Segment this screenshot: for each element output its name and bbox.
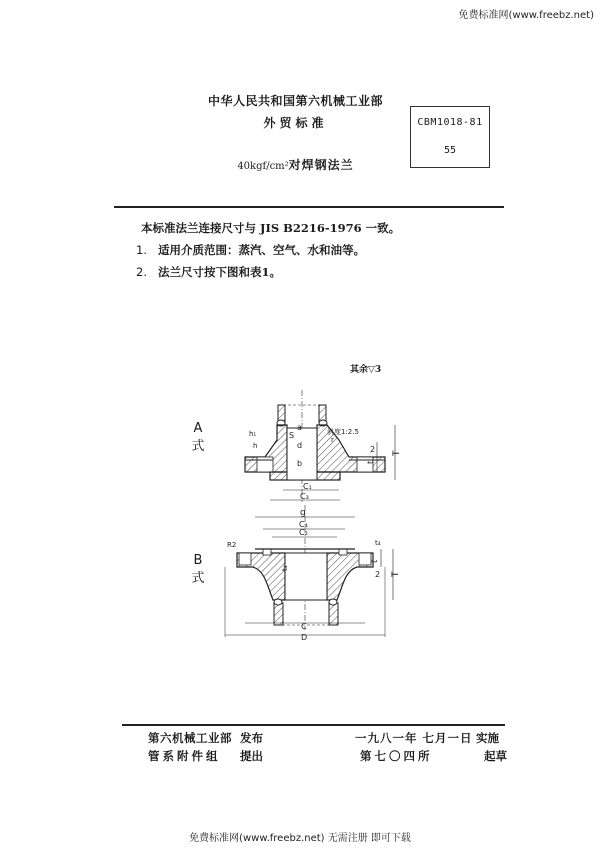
item-1 xyxy=(136,242,365,258)
intro-text: 本标准法兰连接尺寸与 JIS B2216-1976 一致。 xyxy=(141,221,401,235)
standard-type: 外贸标准 xyxy=(263,116,328,130)
svg-text:2: 2 xyxy=(370,445,376,454)
svg-text:2: 2 xyxy=(375,570,381,579)
svg-text:C₁: C₁ xyxy=(303,482,312,491)
svg-text:C₄: C₄ xyxy=(299,520,308,529)
svg-text:t₄: t₄ xyxy=(375,539,381,547)
item-2-text: 法兰尺寸按下图和表1。 xyxy=(158,265,282,279)
issuer: 第六机械工业部 xyxy=(148,731,232,745)
svg-text:h: h xyxy=(253,442,258,450)
svg-text:t: t xyxy=(366,460,375,464)
type-a-char: 式 xyxy=(191,439,205,454)
proposer: 管系附件组 xyxy=(148,749,221,763)
ministry-heading: 中华人民共和国第六机械工业部 xyxy=(207,94,383,108)
standard-code: CBM1018-81 xyxy=(417,117,483,128)
svg-text:h₁: h₁ xyxy=(249,430,257,438)
draft-label: 起草 xyxy=(484,749,507,763)
effective-label: 实施 xyxy=(476,731,499,745)
svg-text:斜度1:2.5: 斜度1:2.5 xyxy=(327,428,359,436)
svg-text:C: C xyxy=(301,622,307,631)
type-a-flange-drawing xyxy=(215,390,415,505)
type-b-flange-drawing xyxy=(215,505,415,640)
svg-text:t₄: t₄ xyxy=(281,565,289,571)
watermark-bottom: 免费标准网(www.freebz.net) 无需注册 即可下载 xyxy=(189,833,411,844)
watermark-top: 免费标准网(www.freebz.net) xyxy=(458,10,594,21)
type-b-letter: B xyxy=(193,553,203,568)
page-number: 55 xyxy=(443,145,457,156)
svg-text:C₂: C₂ xyxy=(299,528,308,537)
svg-text:a: a xyxy=(297,423,302,432)
svg-text:d: d xyxy=(297,441,303,450)
drafter: 第七〇四所 xyxy=(360,749,433,763)
svg-text:r: r xyxy=(331,436,334,444)
type-b-char: 式 xyxy=(191,571,205,586)
pressure-rating: 40kgf/cm² xyxy=(237,161,289,172)
header-divider xyxy=(114,206,504,208)
title-main: 对焊钢法兰 xyxy=(288,158,354,172)
svg-text:g: g xyxy=(300,508,306,518)
surface-finish-note: 其余▽3 xyxy=(350,365,382,375)
effective-date: 一九八一年 七月一日 xyxy=(355,731,473,745)
propose-label: 提出 xyxy=(240,749,263,763)
svg-text:C₃: C₃ xyxy=(300,492,309,501)
document-title xyxy=(188,156,403,173)
footer-divider xyxy=(122,724,505,726)
issue-label: 发布 xyxy=(240,731,263,745)
svg-text:t: t xyxy=(370,559,379,563)
item-1-text: 适用介质范围：蒸汽、空气、水和油等。 xyxy=(158,243,365,257)
item-1-number: 1. xyxy=(136,243,147,257)
svg-text:b: b xyxy=(297,459,303,468)
type-a-label xyxy=(188,420,208,456)
item-2 xyxy=(136,264,281,280)
item-2-number: 2. xyxy=(136,265,147,279)
svg-text:T: T xyxy=(392,450,402,456)
svg-text:S: S xyxy=(289,431,295,440)
svg-text:T: T xyxy=(391,571,401,577)
type-a-letter: A xyxy=(193,421,203,436)
svg-text:D: D xyxy=(301,633,308,640)
standard-code-box xyxy=(410,106,490,168)
type-b-label xyxy=(188,552,208,588)
svg-text:R2: R2 xyxy=(227,541,237,549)
